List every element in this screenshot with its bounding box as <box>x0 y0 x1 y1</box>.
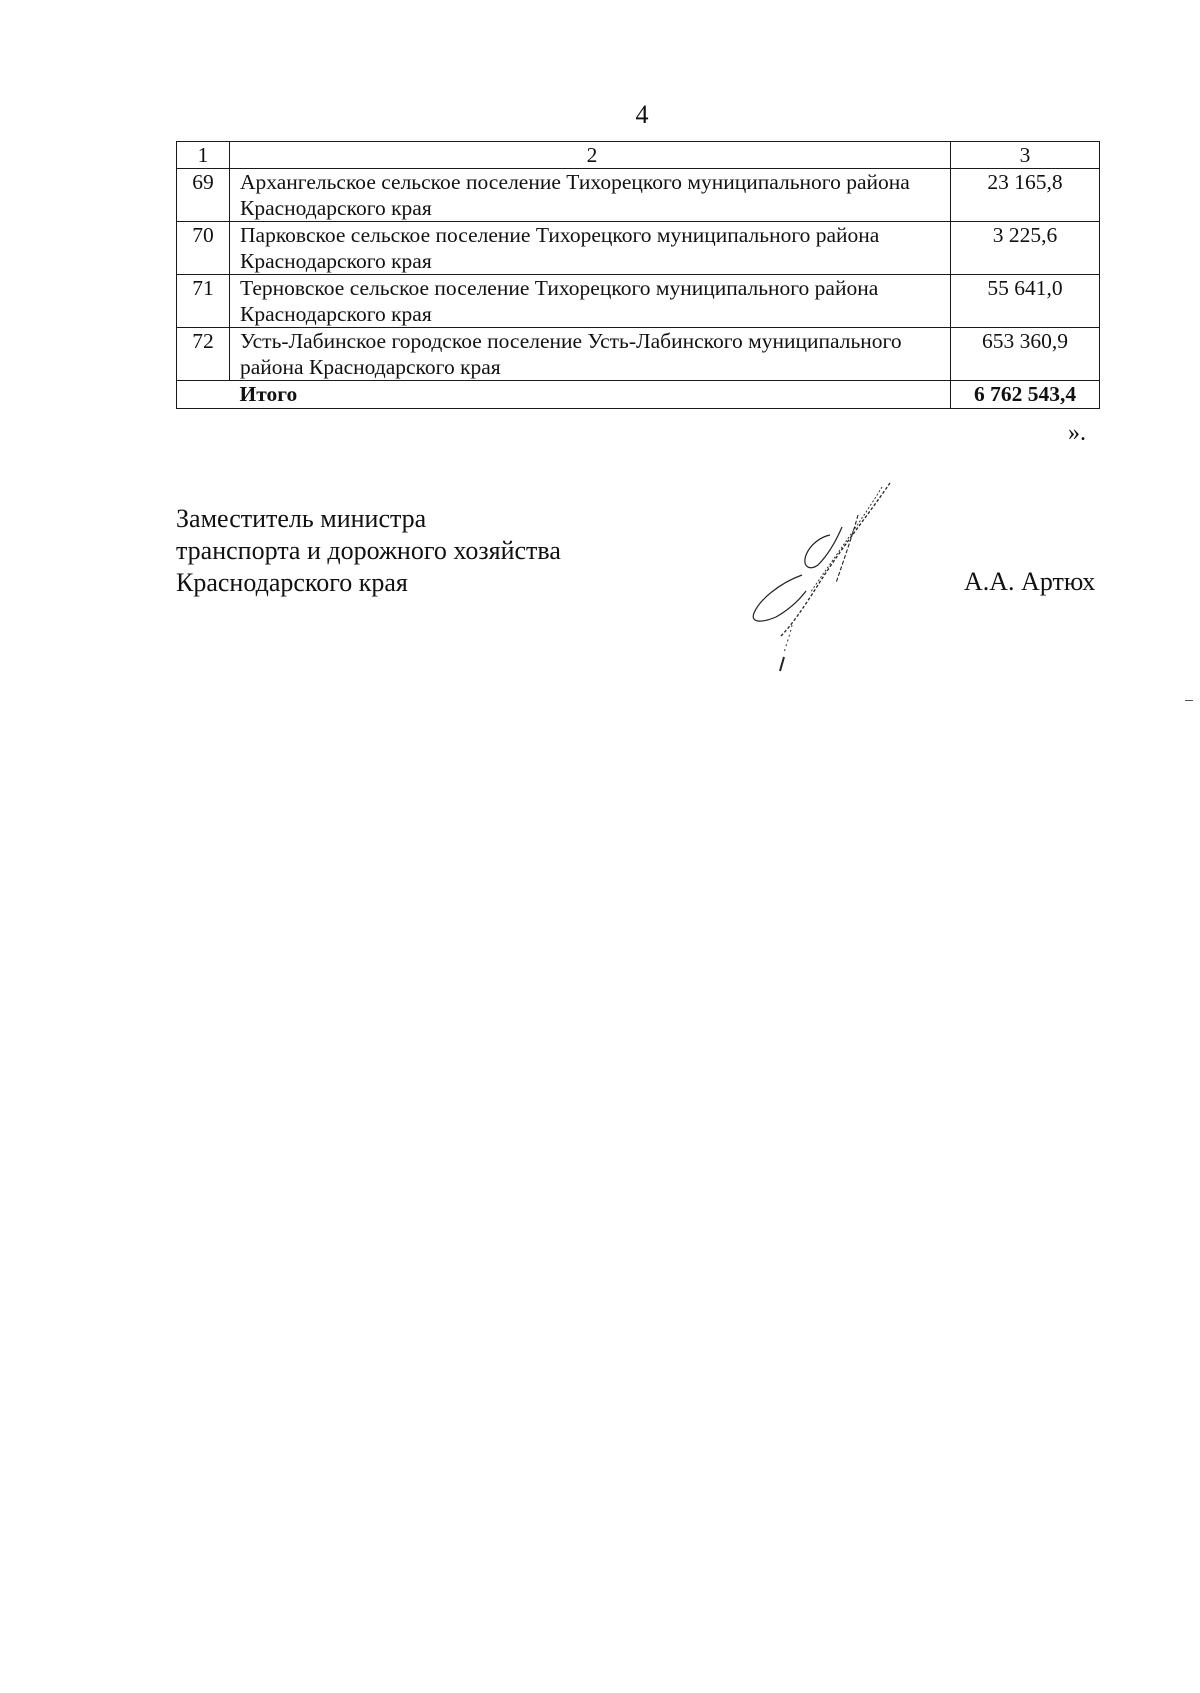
appropriations-table <box>176 141 1100 409</box>
signatory-title-line-2: транспорта и дорожного хозяйства <box>176 536 561 565</box>
table-row <box>177 222 1100 275</box>
total-value: 6 762 543,4 <box>951 381 1100 409</box>
table-total-row <box>177 381 1100 409</box>
row-number: 69 <box>177 169 230 222</box>
table-row <box>177 169 1100 222</box>
row-name: Парковское сельское поселение Тихорецкого муниципального района Краснодарского края <box>230 222 951 275</box>
table-header-row <box>177 142 1100 169</box>
header-col-1: 1 <box>177 142 230 169</box>
table-row <box>177 328 1100 381</box>
row-number: 72 <box>177 328 230 381</box>
margin-mark <box>1185 700 1193 701</box>
row-number: 71 <box>177 275 230 328</box>
row-value: 55 641,0 <box>951 275 1100 328</box>
row-value: 23 165,8 <box>951 169 1100 222</box>
closing-quote: ». <box>1068 420 1086 446</box>
page-number: 4 <box>635 100 649 129</box>
handwritten-signature <box>740 475 910 675</box>
total-empty-cell <box>177 381 230 409</box>
signatory-title-line-1: Заместитель министра <box>176 504 427 533</box>
signatory-title-line-3: Краснодарского края <box>176 568 408 597</box>
row-number: 70 <box>177 222 230 275</box>
header-col-2: 2 <box>230 142 951 169</box>
signer-name: А.А. Артюх <box>964 567 1096 596</box>
row-name: Усть-Лабинское городское поселение Усть-Лабинского муниципального района Краснодарского края <box>230 328 951 381</box>
row-name: Архангельское сельское поселение Тихорецкого муниципального района Краснодарского края <box>230 169 951 222</box>
header-col-3: 3 <box>951 142 1100 169</box>
total-label: Итого <box>230 381 951 409</box>
row-value: 3 225,6 <box>951 222 1100 275</box>
row-name: Терновское сельское поселение Тихорецкого муниципального района Краснодарского края <box>230 275 951 328</box>
table-row <box>177 275 1100 328</box>
signatory-title <box>176 503 561 599</box>
row-value: 653 360,9 <box>951 328 1100 381</box>
